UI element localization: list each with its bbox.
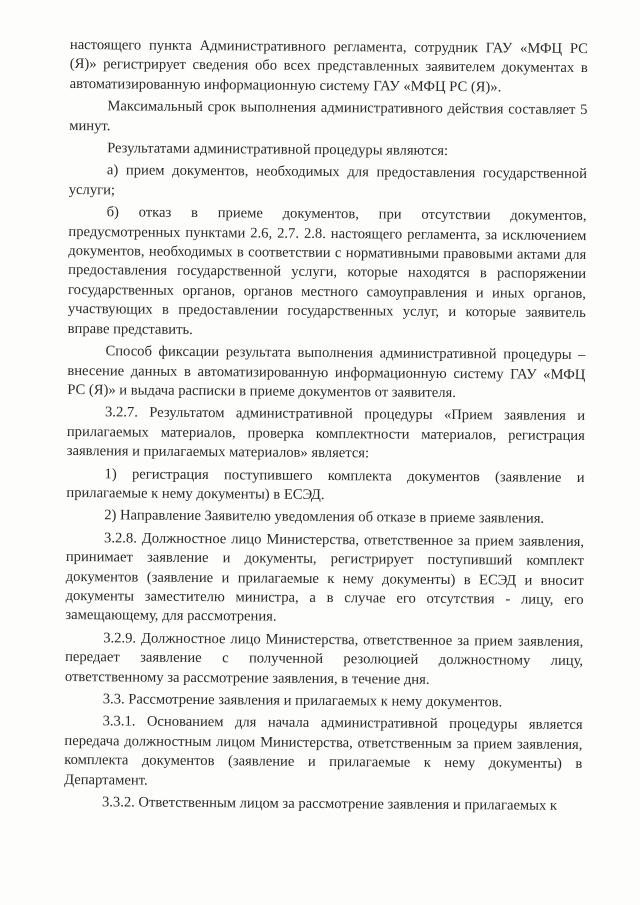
paragraph: 3.3.2. Ответственным лицом за рассмотрение заявления и прилагаемых к bbox=[101, 794, 558, 814]
paragraph: 3.2.9. Должностное лицо Министерства, ответственное за прием заявления, передает заявление с полученной резолюцией должностному лицу, ответственному за рассмотрение заявления, в течение дня. bbox=[64, 630, 584, 688]
paragraph: 3.3.1. Основанием для начала административной процедуры является передача должностным лицом Министерства, ответственным за прием заявления, комплекта документов (заявление и прилагаемые к нему документы) в Департамент. bbox=[64, 713, 583, 789]
paragraph: 3.2.8. Должностное лицо Министерства, ответственное за прием заявления, принимает заявление и документы, регистрирует поступивший комплект документов (заявление и прилагаемые к нему документы) в ЕСЭД и вносит документы заместителю министра, а в случае его отсутствия - лицу, его замещающему, для рассмотрения. bbox=[65, 530, 585, 626]
paragraph: а) прием документов, необходимых для предоставления государственной услуги; bbox=[68, 162, 587, 199]
paragraph: 2) Направление Заявителю уведомления об отказе в приеме заявления. bbox=[104, 507, 545, 528]
paragraph: 3.2.7. Результатом административной процедуры «Прием заявления и прилагаемых материалов, проверка комплектности материалов, регистрация заявления и прилагаемых материалов» является: bbox=[66, 404, 586, 462]
paragraph: 3.3. Рассмотрение заявления и прилагаемых к нему документов. bbox=[102, 691, 503, 711]
paragraph: Результатами административной процедуры являются: bbox=[107, 140, 449, 160]
paragraph: 1) регистрация поступившего комплекта документов (заявление и прилагаемые к нему документы) в ЕСЭД. bbox=[66, 465, 585, 503]
paragraph: б) отказ в приеме документов, при отсутствии документов, предусмотренных пунктами 2.6, 2.7. 2.8. настоящего регламента, за исключением документов, необходимых в соответствии с нормативными правовыми актами для предоставления государственной услуги, которые находятся в распоряжении государственных органов, органов местного самоуправления и иных органов, участвующих в предоставлении государственных услуг, и которые заявитель вправе представить. bbox=[67, 204, 587, 338]
document-text bbox=[64, 36, 588, 819]
paragraph: Способ фиксации результата выполнения административной процедуры – внесение данных в автоматизированную информационную систему ГАУ «МФЦ РС (Я)» и выдача расписки в приеме документов от заявителя. bbox=[67, 343, 586, 401]
paragraph: настоящего пункта Административного регламента, сотрудник ГАУ «МФЦ РС (Я)» регистрирует сведения обо всех представленных заявителем документах в автоматизированную информационную систему ГАУ «МФЦ РС (Я)». bbox=[69, 36, 588, 96]
paragraph: Максимальный срок выполнения административного действия составляет 5 минут. bbox=[69, 98, 588, 134]
